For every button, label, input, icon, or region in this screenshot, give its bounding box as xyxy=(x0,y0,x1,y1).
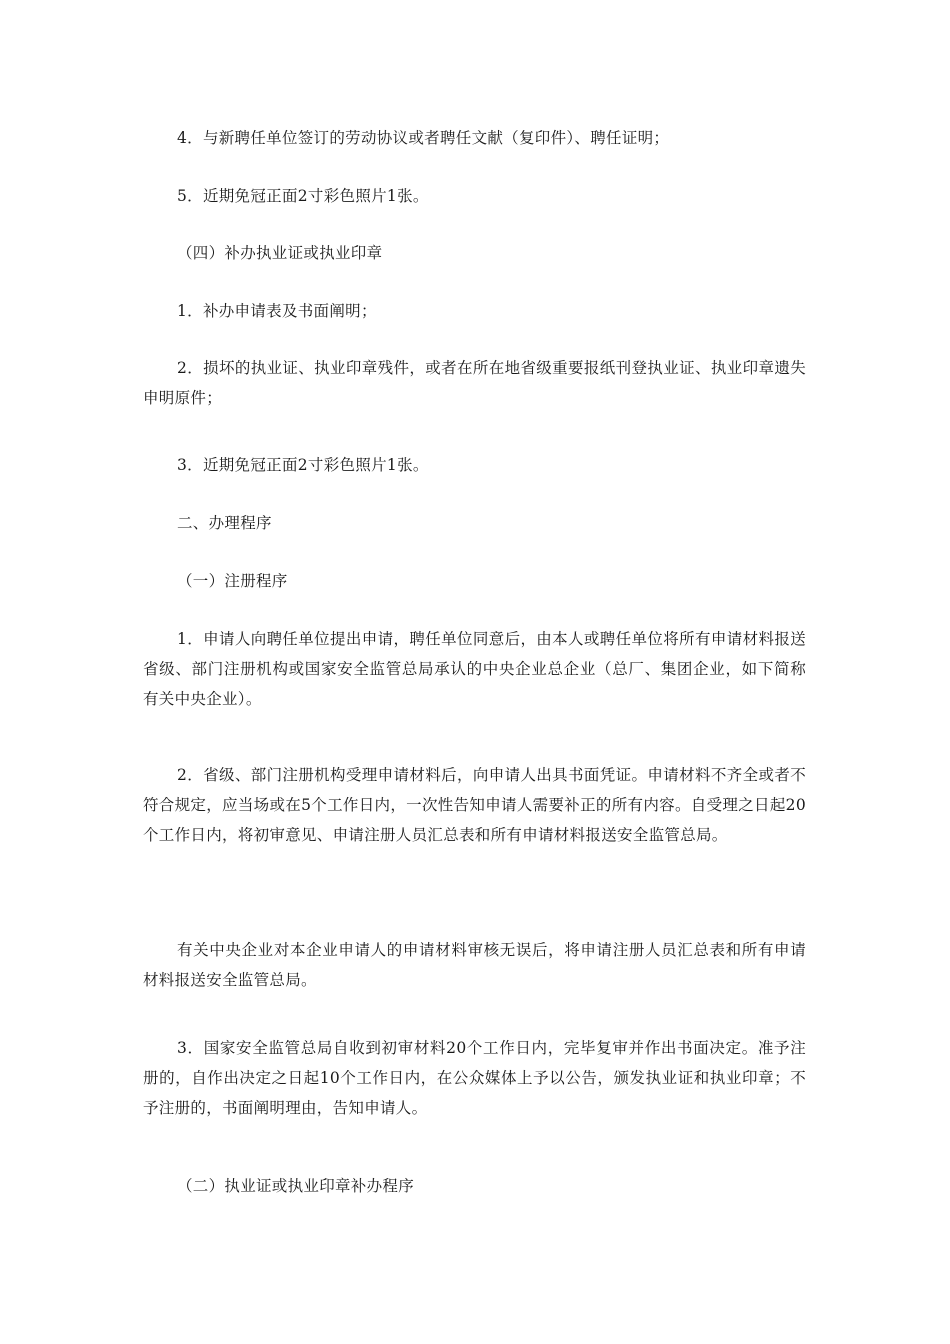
subsection-heading-replacement: （二）执业证或执业印章补办程序 xyxy=(177,1177,415,1195)
section-heading-procedure: 二、办理程序 xyxy=(177,514,272,532)
list-item-2: 2．损坏的执业证、执业印章残件，或者在所在地省级重要报纸刊登执业证、执业印章遗失申明原件； xyxy=(143,359,806,407)
list-item-4: 4．与新聘任单位签订的劳动协议或者聘任文献（复印件）、聘任证明； xyxy=(177,129,670,147)
procedure-step-3: 3．国家安全监管总局自收到初审材料20个工作日内，完毕复审并作出书面决定。准予注册的，自作出决定之日起10个工作日内，在公众媒体上予以公告，颁发执业证和执业印章；不予注册的，书面阐明理由，告知申请人。 xyxy=(143,1039,806,1117)
subsection-heading-registration: （一）注册程序 xyxy=(177,572,288,590)
procedure-step-1: 1．申请人向聘任单位提出申请，聘任单位同意后，由本人或聘任单位将所有申请材料报送省级、部门注册机构或国家安全监管总局承认的中央企业总企业（总厂、集团企业，如下简称有关中央企业）。 xyxy=(143,630,806,708)
list-item-3: 3．近期免冠正面2寸彩色照片1张。 xyxy=(177,456,429,474)
list-item-1: 1．补办申请表及书面阐明； xyxy=(177,302,377,320)
central-enterprise-note: 有关中央企业对本企业申请人的申请材料审核无误后，将申请注册人员汇总表和所有申请材料报送安全监管总局。 xyxy=(143,941,806,989)
section-heading-replace-cert: （四）补办执业证或执业印章 xyxy=(177,244,383,262)
list-item-5: 5．近期免冠正面2寸彩色照片1张。 xyxy=(177,187,429,205)
procedure-step-2: 2．省级、部门注册机构受理申请材料后，向申请人出具书面凭证。申请材料不齐全或者不符合规定，应当场或在5个工作日内，一次性告知申请人需要补正的所有内容。自受理之日起20个工作日内，将初审意见、申请注册人员汇总表和所有申请材料报送安全监管总局。 xyxy=(143,766,806,844)
